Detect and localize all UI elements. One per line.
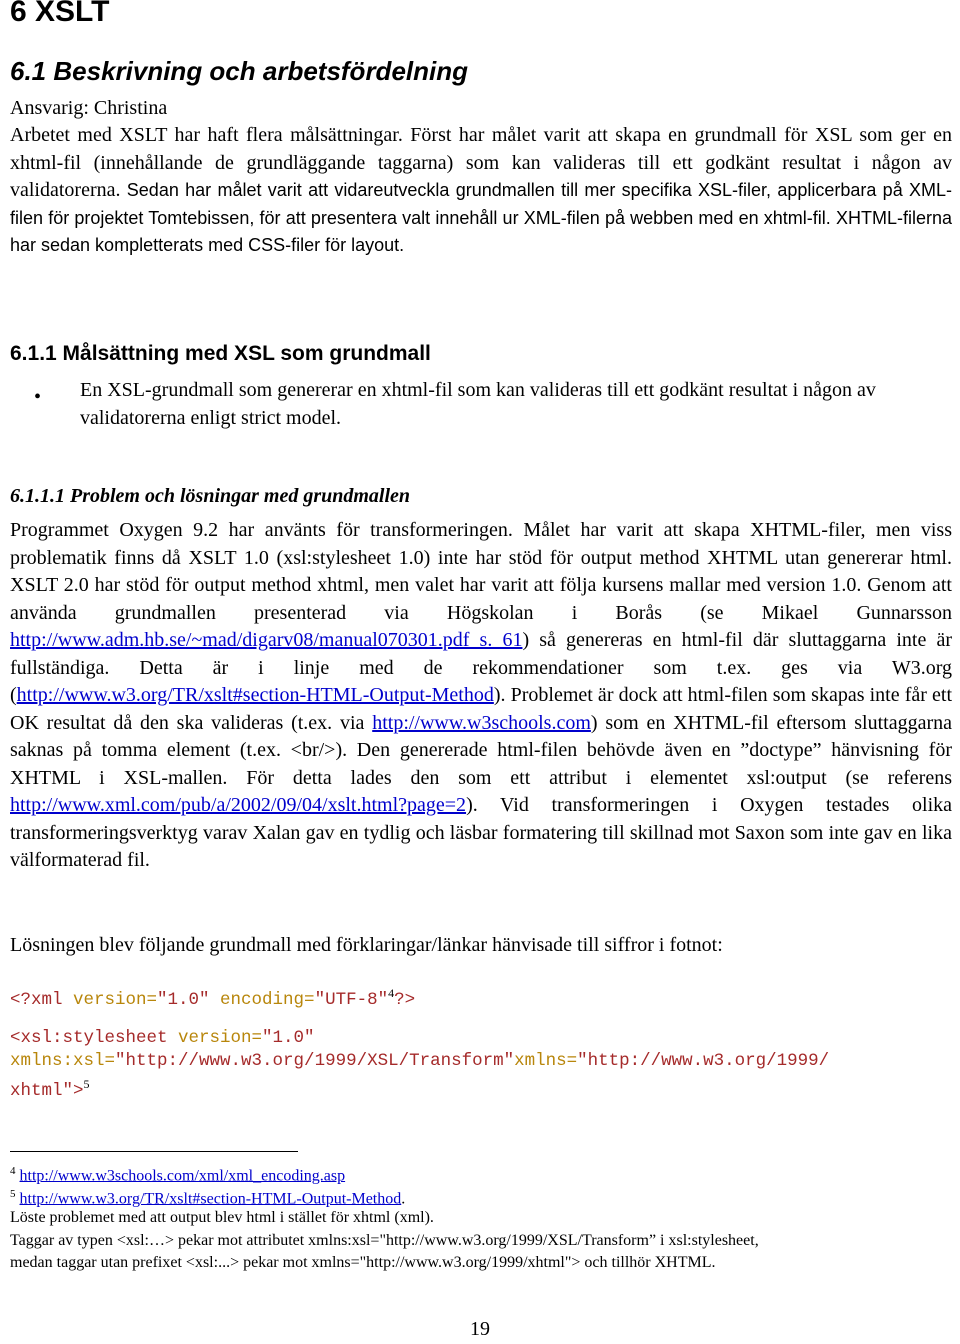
code-value: "http://www.w3.org/1999/XSL/Transform" — [115, 1051, 515, 1071]
footnote-ref-5: 5 — [83, 1077, 90, 1091]
chapter-heading: 6 XSLT — [10, 0, 110, 28]
footnote-separator — [10, 1151, 298, 1152]
code-value: "http://www.w3.org/1999/ — [577, 1051, 830, 1071]
footnote-5-line-3: Taggar av typen <xsl:…> pekar mot attributet xmlns:xsl="http://www.w3.org/1999/XSL/Transform” i xsl:stylesheet, — [10, 1232, 759, 1249]
footnote-number: 4 — [10, 1165, 16, 1177]
intro-text-b: Sedan har målet varit att vidareutveckla grundmallen till mer specifika XSL-filer, applicerbara på XML-filen för projektet Tomtebissen, för att presentera valt innehåll ur XML-filen på webben med en xhtml-fil. — [10, 180, 952, 228]
link-xml-com[interactable]: http://www.xml.com/pub/a/2002/09/04/xslt.html?page=2 — [10, 794, 467, 816]
link-w3-xslt[interactable]: http://www.w3.org/TR/xslt#section-HTML-Output-Method — [16, 684, 494, 706]
code-attr: version= — [178, 1028, 263, 1048]
code-value: "UTF-8" — [314, 989, 389, 1010]
code-line-4 — [10, 1073, 90, 1102]
problem-paragraph — [10, 517, 952, 875]
code-value: "1.0" — [262, 1028, 315, 1048]
intro-paragraph — [10, 122, 952, 260]
subsubsection-heading: 6.1.1.1 Problem och lösningar med grundmallen — [10, 485, 411, 507]
code-line-2 — [10, 1027, 315, 1050]
responsible-line: Ansvarig: Christina — [10, 97, 168, 119]
code-line-3 — [10, 1050, 829, 1073]
code-token: ?> — [394, 989, 416, 1010]
problem-text-3: ). Problemet är dock att html-filen som skapas inte får ett OK resultat då den ska valideras (t.ex. via — [10, 684, 952, 734]
intro-text-a: Arbetet med XSLT har haft flera målsättningar. Först har målet varit att skapa en grundmall för XSL som ger en xhtml-fil (innehållande de grundläggande taggarna) som kan valideras till ett godkänt resultat i någon av validatorerna. — [10, 124, 952, 201]
code-attr: encoding= — [220, 989, 315, 1010]
footnote-number: 5 — [10, 1188, 16, 1200]
solution-intro: Lösningen blev följande grundmall med förklaringar/länkar hänvisade till siffror i fotnot: — [10, 934, 723, 956]
code-attr: version= — [73, 989, 158, 1010]
code-token: <?xml — [10, 989, 74, 1010]
problem-text-1: Programmet Oxygen 9.2 har använts för transformeringen. Målet har varit att skapa XHTML-filer, men viss problematik finns då XSLT 1.0 (xsl:stylesheet 1.0) inte har stöd för output method XHTML utan genererar html. XSLT 2.0 har stöd för output method xhtml, men valet har varit att följa kursens mallar med version 1.0. Genom att använda grundmallen presenterad via Högskolan i Borås (se Mikael Gunnarsson — [10, 519, 952, 624]
intro-text-c: XHTML-filerna har sedan kompletterats med CSS-filer för layout. — [10, 207, 953, 255]
code-line-1 — [10, 982, 415, 1011]
footnote-5-link[interactable]: http://www.w3.org/TR/xslt#section-HTML-Output-Method — [19, 1190, 402, 1208]
code-attr: xmlns:xsl= — [10, 1051, 116, 1071]
footnote-5-line-4: medan taggar utan prefixet <xsl:...> pekar mot xmlns="http://www.w3.org/1999/xhtml"> och tillhör XHTML. — [10, 1254, 716, 1271]
code-attr: xmlns= — [514, 1051, 578, 1071]
bullet-icon: • — [34, 386, 42, 408]
problem-text-4: ) som en XHTML-fil eftersom sluttaggarna saknas på tomma element (t.ex. <br/>). Den genererade html-filen behövde även en ”doctype” hänvisning för XHTML i XSL-mallen. För detta lades den som ett attribut i elementet xsl:output (se referens — [10, 711, 952, 789]
link-w3schools[interactable]: http://www.w3schools.com — [372, 711, 591, 734]
subsection-heading: 6.1.1 Målsättning med XSL som grundmall — [10, 342, 431, 365]
page-number: 19 — [470, 1318, 490, 1340]
section-heading: 6.1 Beskrivning och arbetsfördelning — [10, 56, 468, 86]
code-value: "1.0" — [157, 989, 221, 1010]
code-token: <xsl:stylesheet — [10, 1028, 179, 1048]
footnote-punct: . — [401, 1190, 406, 1208]
problem-text-5: ). Vid transformeringen i Oxygen testades olika transformeringsverktyg varav Xalan gav en tydlig och läsbar formatering till skillnad mot Saxon som inte gav en lika välformaterad fil. — [10, 794, 952, 871]
problem-text-2: ) så genereras en html-fil där sluttaggarna inte är fullständiga. Detta är i linje med de rekommendationer som t.ex. ges via W3.org ( — [10, 629, 952, 706]
footnote-ref-4: 4 — [388, 986, 395, 1000]
code-value: xhtml"> — [10, 1080, 84, 1101]
goal-bullet: En XSL-grundmall som genererar en xhtml-fil som kan valideras till ett godkänt resultat i någon av validatorerna enligt strict model. — [80, 379, 876, 429]
footnote-4-link[interactable]: http://www.w3schools.com/xml/xml_encoding.asp — [19, 1167, 346, 1185]
link-hb-manual[interactable]: http://www.adm.hb.se/~mad/digarv08/manual070301.pdf s. 61 — [10, 629, 523, 651]
footnote-5-line-2: Löste problemet med att output blev html i stället för xhtml (xml). — [10, 1209, 434, 1226]
